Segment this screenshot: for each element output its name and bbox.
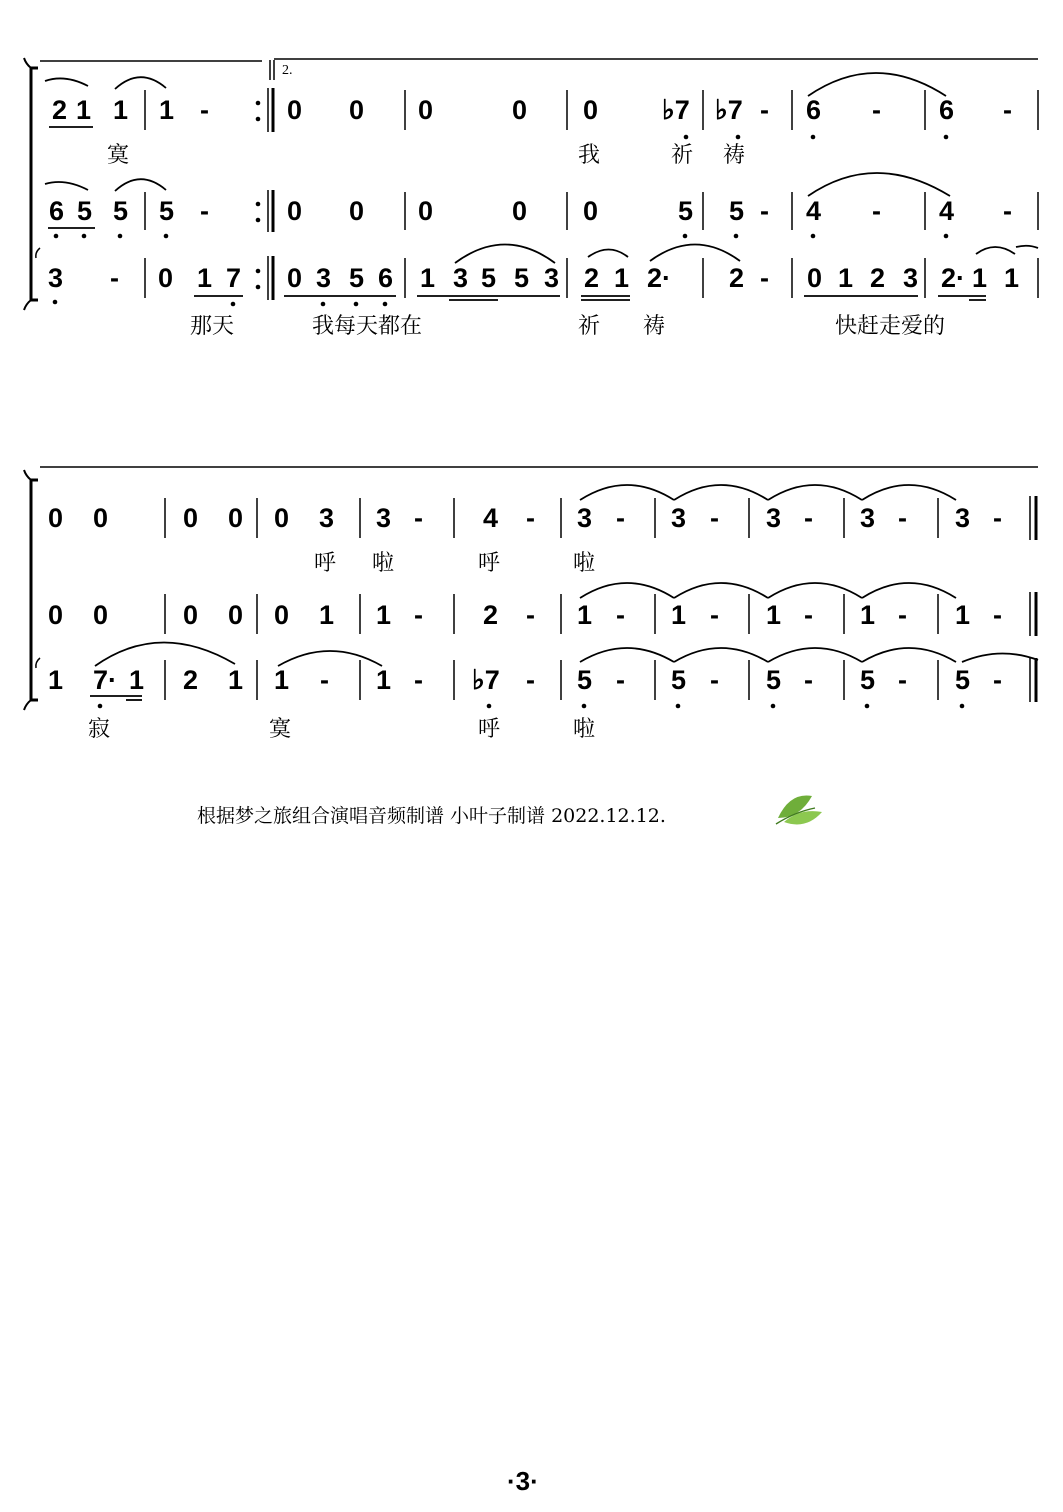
note: 0 <box>583 95 599 125</box>
note: 0 <box>48 503 64 533</box>
lyric-syllable: 呼 <box>478 717 501 742</box>
note: 0 <box>228 600 244 630</box>
note: - <box>616 503 625 533</box>
note: 1 <box>766 600 782 630</box>
note: 0 <box>349 196 365 226</box>
note: 1 <box>860 600 876 630</box>
note: 1 <box>76 95 92 125</box>
note: 2 <box>870 263 886 293</box>
note: - <box>710 503 719 533</box>
note: 0 <box>183 503 199 533</box>
note: 3 <box>671 503 687 533</box>
note: 5 <box>113 196 129 226</box>
note: - <box>760 95 769 125</box>
note: 1 <box>228 665 244 695</box>
note: 1 <box>577 600 593 630</box>
note: 1 <box>319 600 335 630</box>
note: 1 <box>420 263 436 293</box>
note: 0 <box>418 95 434 125</box>
lyric-syllable: 寞 <box>107 143 130 168</box>
note: - <box>898 665 907 695</box>
note: 0 <box>512 95 528 125</box>
note: 3 <box>577 503 593 533</box>
note: 5 <box>349 263 365 293</box>
note: 5 <box>766 665 782 695</box>
note: - <box>898 503 907 533</box>
note: - <box>414 600 423 630</box>
note: 2· <box>941 263 966 293</box>
note: 3 <box>544 263 560 293</box>
note: 2· <box>647 263 672 293</box>
note: 1 <box>376 665 392 695</box>
lyric-syllable: 啦 <box>573 551 596 576</box>
note: 0 <box>807 263 823 293</box>
lyric-syllable: 我每天都在 <box>312 314 423 339</box>
note: 1 <box>955 600 971 630</box>
note: - <box>616 600 625 630</box>
note: - <box>414 503 423 533</box>
note: 0 <box>287 263 303 293</box>
note: 5 <box>729 196 745 226</box>
system2-octave-dots <box>98 704 965 709</box>
note: 3 <box>766 503 782 533</box>
note: 5 <box>77 196 93 226</box>
lyric-syllable: 呼 <box>314 551 337 576</box>
leaf-icon <box>776 795 822 824</box>
note: - <box>760 196 769 226</box>
note: 3 <box>955 503 971 533</box>
note: - <box>898 600 907 630</box>
note: 1 <box>113 95 129 125</box>
note: 5 <box>860 665 876 695</box>
note: - <box>320 665 329 695</box>
note: ♭7 <box>715 95 743 125</box>
lyric-syllable: 祈 <box>578 314 601 339</box>
note: - <box>872 196 881 226</box>
note: 1 <box>671 600 687 630</box>
page-number: ·3· <box>507 1466 539 1496</box>
footer-credit: 根据梦之旅组合演唱音频制谱 小叶子制谱 2022.12.12. <box>197 805 666 827</box>
note: 7· <box>93 665 118 695</box>
note: 0 <box>418 196 434 226</box>
lyric-syllable: 寞 <box>269 717 292 742</box>
note: 0 <box>228 503 244 533</box>
lyric-syllable: 快赶走爱的 <box>835 314 946 339</box>
note: 1 <box>972 263 988 293</box>
lyric-syllable: 祈 <box>671 143 694 168</box>
note: - <box>616 665 625 695</box>
note: 4 <box>939 196 955 226</box>
lyric-syllable: 啦 <box>372 551 395 576</box>
note: 1 <box>48 665 64 695</box>
note: ♭7 <box>472 665 500 695</box>
note: 0 <box>48 600 64 630</box>
system1-frame <box>24 58 1038 310</box>
note: 0 <box>93 503 109 533</box>
note: 6 <box>806 95 822 125</box>
lyric-syllable: 那天 <box>190 314 235 339</box>
note: 1 <box>159 95 175 125</box>
note: 1 <box>197 263 213 293</box>
note: 3 <box>316 263 332 293</box>
note: 1 <box>274 665 290 695</box>
note: 7 <box>226 263 242 293</box>
note: 2 <box>483 600 499 630</box>
note: 0 <box>93 600 109 630</box>
lyric-syllable: 呼 <box>478 551 501 576</box>
note: 1 <box>129 665 145 695</box>
note: 5 <box>481 263 497 293</box>
system2-underlines <box>90 696 142 700</box>
note: - <box>804 503 813 533</box>
note: 6 <box>49 196 65 226</box>
note: 0 <box>583 196 599 226</box>
note: - <box>414 665 423 695</box>
note: 5 <box>577 665 593 695</box>
lyric-syllable: 寂 <box>88 717 111 742</box>
note: - <box>993 503 1002 533</box>
note: - <box>526 503 535 533</box>
note: 1 <box>376 600 392 630</box>
note: 3 <box>319 503 335 533</box>
note: 0 <box>183 600 199 630</box>
note: 4 <box>806 196 822 226</box>
note: - <box>200 196 209 226</box>
note: 3 <box>376 503 392 533</box>
note: 3 <box>903 263 919 293</box>
note: 4 <box>483 503 499 533</box>
system1-repeat-dots <box>256 101 261 290</box>
note: 2 <box>52 95 68 125</box>
volta-label: 2. <box>282 63 293 78</box>
note: 0 <box>287 95 303 125</box>
note: - <box>804 600 813 630</box>
note: 5 <box>159 196 175 226</box>
note: - <box>1003 196 1012 226</box>
lyric-syllable: 啦 <box>573 717 596 742</box>
note: - <box>526 665 535 695</box>
note: 6 <box>939 95 955 125</box>
note: 3 <box>453 263 469 293</box>
note: 0 <box>287 196 303 226</box>
note: 0 <box>274 600 290 630</box>
note: - <box>804 665 813 695</box>
note: 3 <box>48 263 64 293</box>
note: 0 <box>158 263 174 293</box>
note: 2 <box>729 263 745 293</box>
note: - <box>710 600 719 630</box>
note: 3 <box>860 503 876 533</box>
lyric-syllable: 祷 <box>723 143 746 168</box>
note: 5 <box>955 665 971 695</box>
note: - <box>872 95 881 125</box>
note: 1 <box>838 263 854 293</box>
note: - <box>526 600 535 630</box>
note: 5 <box>514 263 530 293</box>
note: ♭7 <box>662 95 690 125</box>
note: - <box>200 95 209 125</box>
lyric-syllable: 我 <box>578 143 601 168</box>
note: 6 <box>378 263 394 293</box>
note: 0 <box>274 503 290 533</box>
note: - <box>993 600 1002 630</box>
note: 1 <box>614 263 630 293</box>
note: 2 <box>183 665 199 695</box>
note: 5 <box>678 196 694 226</box>
note: - <box>760 263 769 293</box>
note: 5 <box>671 665 687 695</box>
lyric-syllable: 祷 <box>643 314 666 339</box>
note: - <box>993 665 1002 695</box>
note: 0 <box>349 95 365 125</box>
note: - <box>710 665 719 695</box>
note: - <box>1003 95 1012 125</box>
note: 0 <box>512 196 528 226</box>
system1-slurs <box>45 73 1038 263</box>
note: 2 <box>584 263 600 293</box>
note: 1 <box>1004 263 1020 293</box>
note: - <box>110 263 119 293</box>
